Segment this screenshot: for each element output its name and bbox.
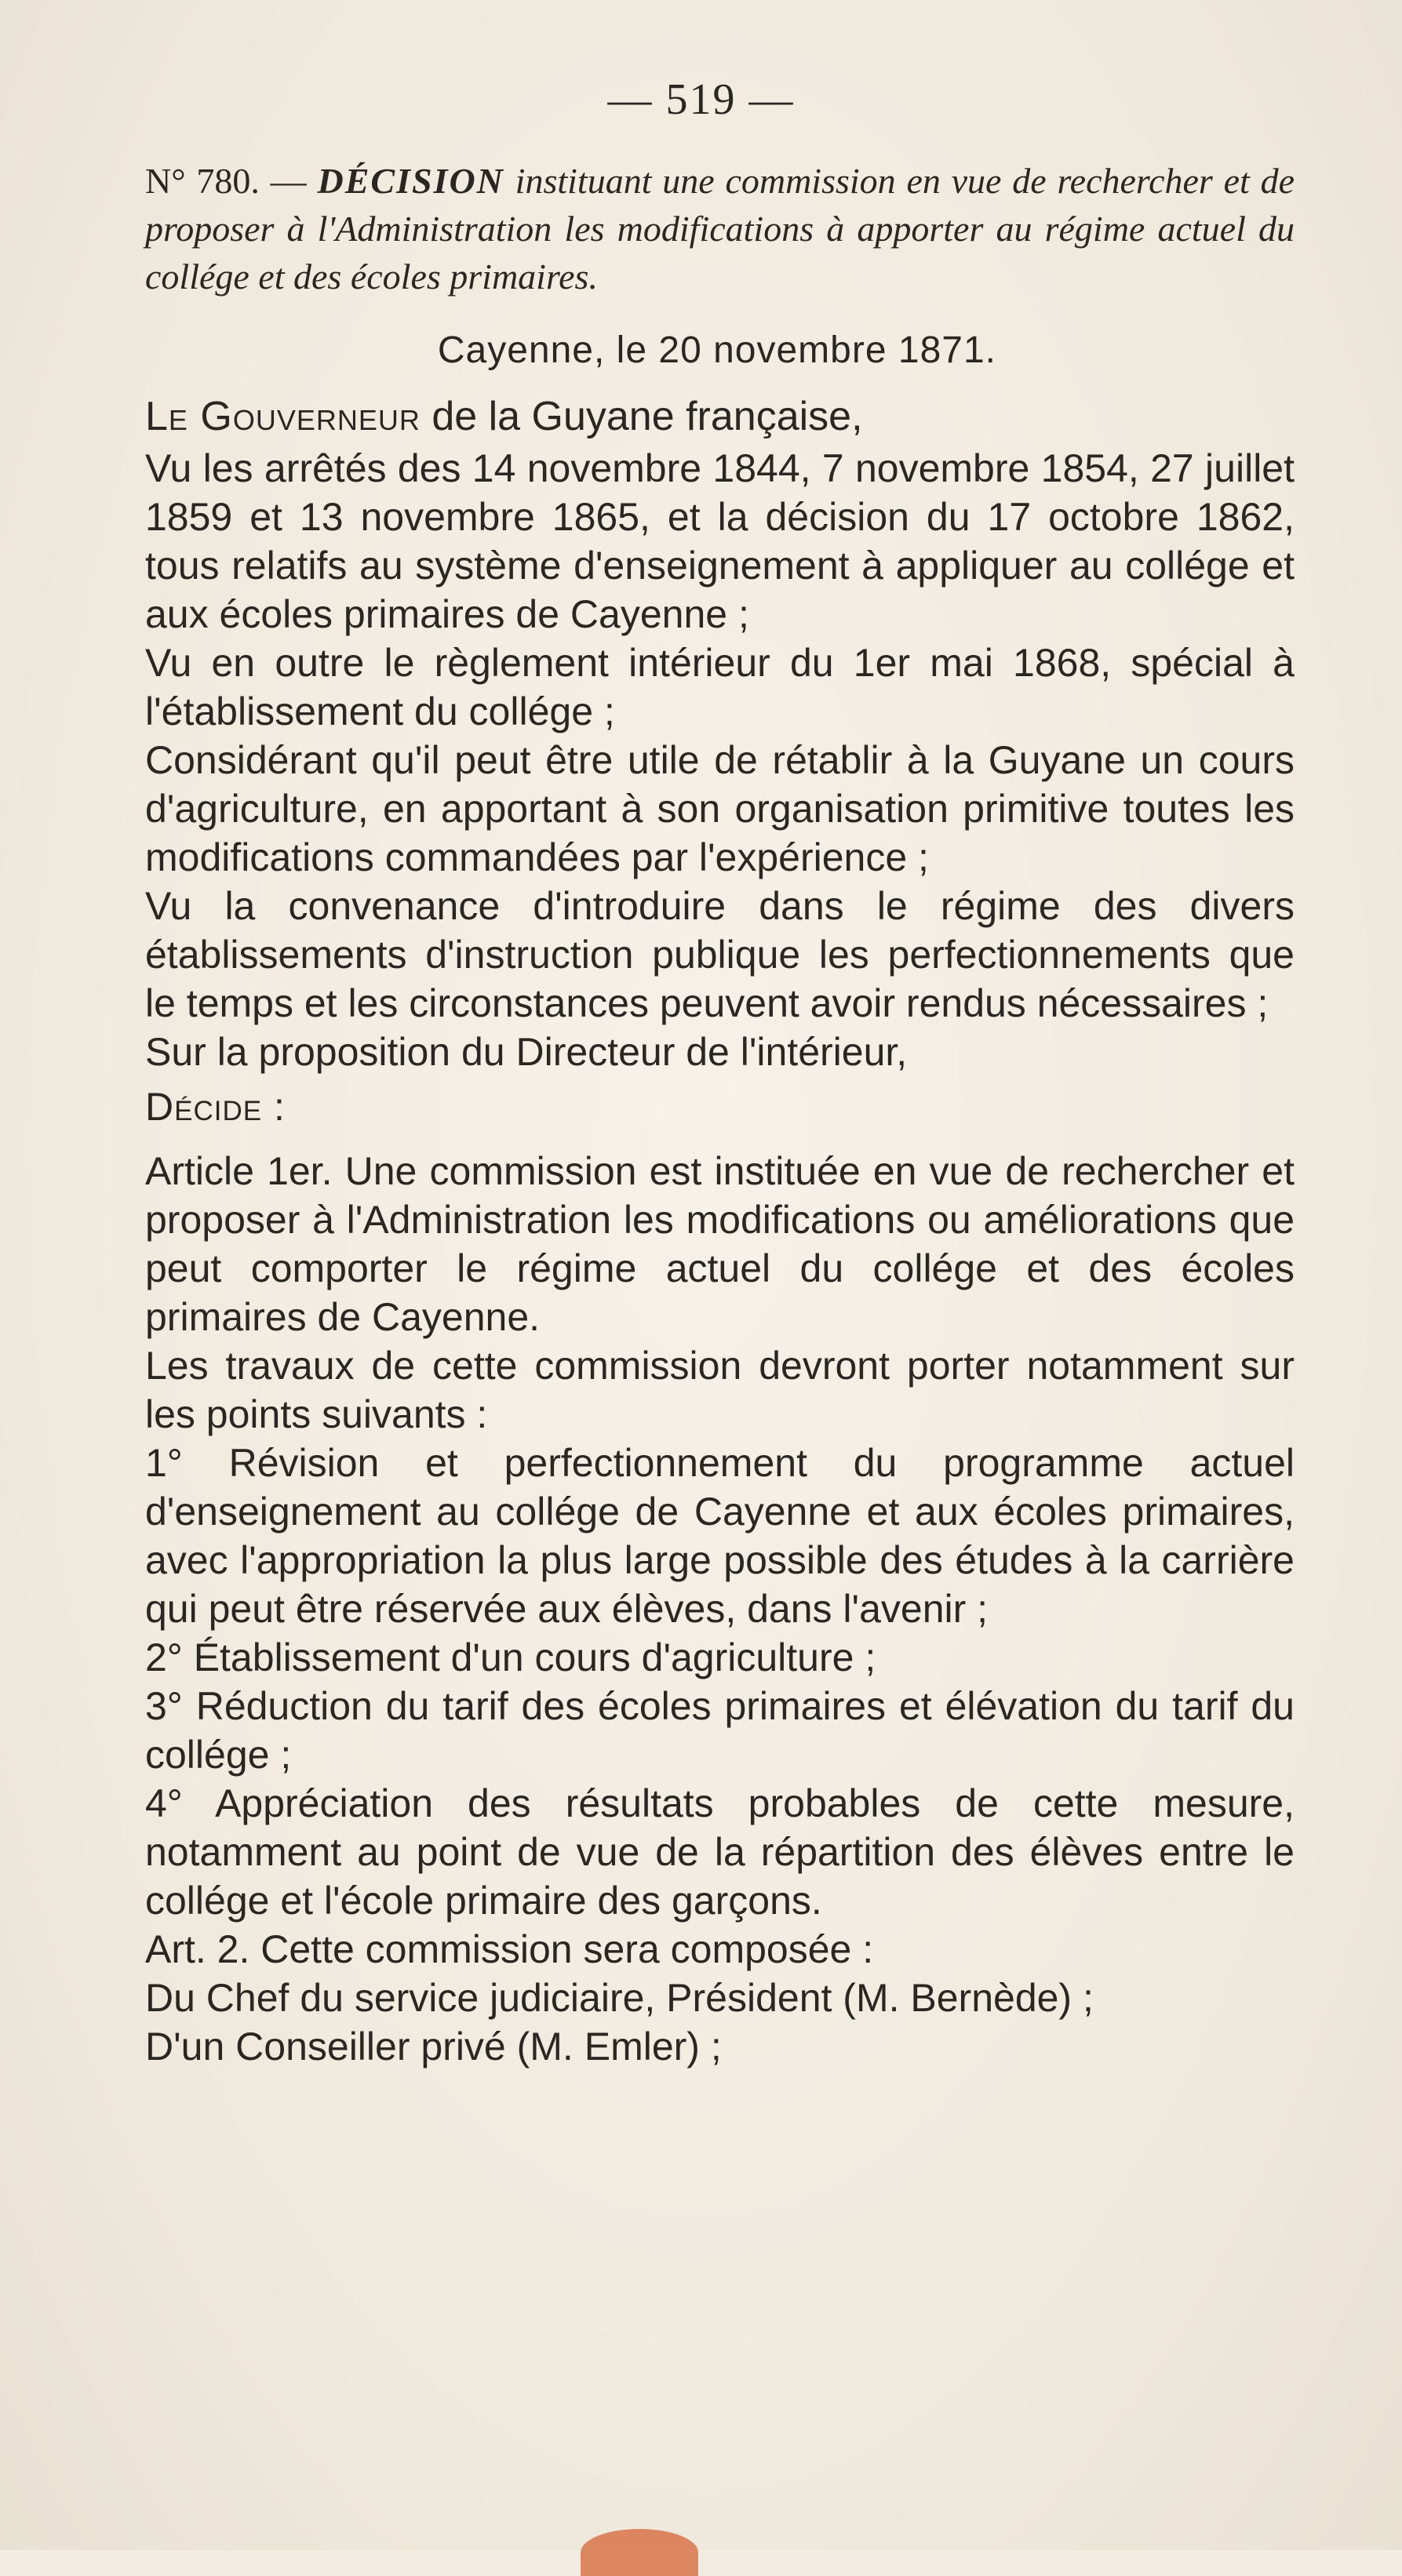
document-body [145, 157, 1295, 2071]
gouverneur-line [145, 389, 1295, 444]
gouverneur-rest: de la Guyane française, [432, 394, 863, 439]
gouverneur-title: Le Gouverneur [145, 394, 421, 439]
preamble-paragraph: Considérant qu'il peut être utile de rétablir à la Guyane un cours d'agriculture, en apportant à son organisation primitive toutes les modifications commandées par l'expérience ; [145, 738, 1295, 879]
article-paragraph: 2° Établissement d'un cours d'agriculture ; [145, 1635, 876, 1679]
article-paragraph: Article 1er. Une commission est instituée en vue de rechercher et proposer à l'Administration les modifications ou améliorations que peut comporter le régime actuel du collége et des écoles primaires de Cayenne. [145, 1149, 1295, 1339]
article-paragraph: D'un Conseiller privé (M. Emler) ; [145, 2025, 722, 2068]
article-paragraph: Du Chef du service judiciaire, Président (M. Bernède) ; [145, 1976, 1094, 2020]
article-paragraph: 4° Appréciation des résultats probables de cette mesure, notamment au point de vue de la répartition des élèves entre le collége et l'école primaire des garçons. [145, 1781, 1295, 1923]
decide-heading: Décide : [145, 1085, 286, 1129]
page-number: — 519 — [607, 75, 795, 124]
decision-subject: instituant une commission en vue de rechercher et de proposer à l'Administration les modifications à apporter au régime actuel du collége et des écoles primaires. [145, 161, 1295, 297]
article-paragraph: Les travaux de cette commission devront porter notamment sur les points suivants : [145, 1344, 1295, 1436]
paper-stain [581, 2529, 698, 2576]
preamble-paragraph: Sur la proposition du Directeur de l'intérieur, [145, 1030, 908, 1074]
decision-number: N° 780. — [145, 161, 307, 201]
decision-heading [145, 157, 1295, 300]
article-paragraph: Art. 2. Cette commission sera composée : [145, 1927, 874, 1971]
decision-title: DÉCISION [317, 161, 504, 201]
dateline: Cayenne, le 20 novembre 1871. [437, 329, 996, 371]
preamble-paragraph: Vu la convenance d'introduire dans le régime des divers établissements d'instruction publique les perfectionnements que le temps et les circonstances peuvent avoir rendus nécessaires ; [145, 884, 1295, 1025]
preamble-paragraph: Vu en outre le règlement intérieur du 1er mai 1868, spécial à l'établissement du collége ; [145, 641, 1295, 733]
preamble-paragraph: Vu les arrêtés des 14 novembre 1844, 7 novembre 1854, 27 juillet 1859 et 13 novembre 1865, et la décision du 17 octobre 1862, tous relatifs au système d'enseignement à appliquer au collége et aux écoles primaires de Cayenne ; [145, 446, 1295, 636]
article-paragraph: 3° Réduction du tarif des écoles primaires et élévation du tarif du collége ; [145, 1684, 1295, 1777]
article-paragraph: 1° Révision et perfectionnement du programme actuel d'enseignement au collége de Cayenne et aux écoles primaires, avec l'appropriation la plus large possible des études à la carrière qui peut être réservée aux élèves, dans l'avenir ; [145, 1441, 1295, 1631]
